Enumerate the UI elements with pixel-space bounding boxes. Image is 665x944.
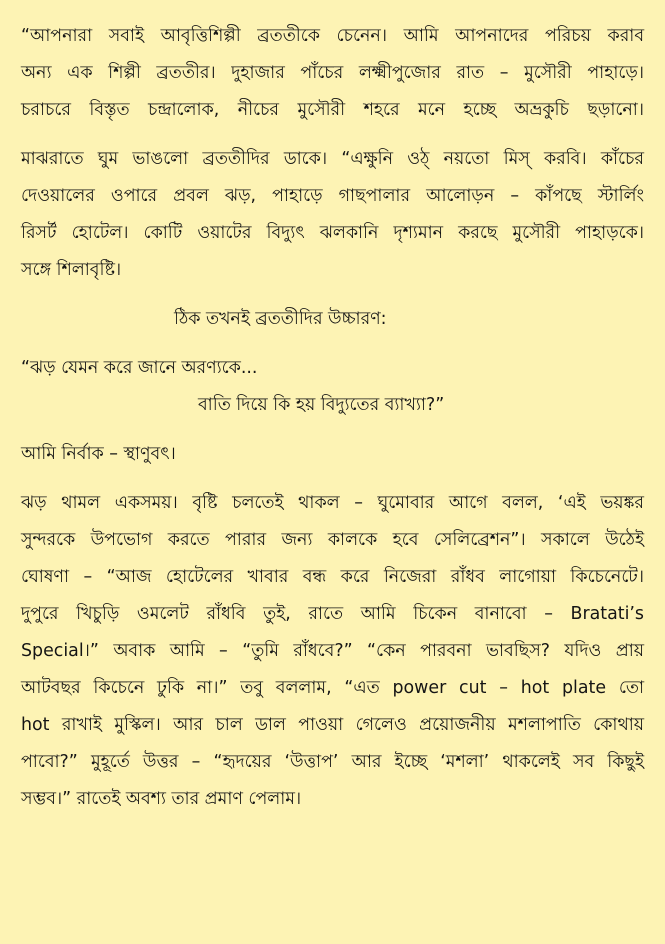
- paragraph-celebration: [21, 485, 644, 818]
- paragraph-speechless: আমি নির্বাক – স্থাণুবৎ।: [21, 444, 176, 464]
- text-line: “আপনারা সবাই আবৃত্তিশিল্পী ব্রততীকে চেনেন। আমি আপনাদের পরিচয় করাব: [21, 26, 644, 46]
- text-line: আটবছর কিচেনে ঢুকি না।” তবু বললাম, “এত power cut – hot plate তো: [21, 678, 644, 698]
- text-line: রিসর্ট হোটেল। কোটি ওয়াটের বিদ্যুৎ ঝলকানি দৃশ্যমান করছে মুসৌরী পাহাড়কে।: [21, 223, 644, 243]
- poem-line-1: “ঝড় যেমন করে জানে অরণ্যকে...: [21, 358, 258, 378]
- poem-line-2: বাতি দিয়ে কি হয় বিদ্যুতের ব্যাখ্যা?”: [198, 395, 445, 415]
- text-line: চরাচরে বিস্তৃত চন্দ্রালোক, নীচের মুসৌরী শহরে মনে হচ্ছে অভ্রকুচি ছড়ানো।: [21, 100, 644, 120]
- paragraph-storm: [21, 141, 644, 289]
- text-line: সুন্দরকে উপভোগ করতে পারার জন্য কালকে হবে সেলিব্রেশন”। সকালে উঠেই: [21, 530, 644, 550]
- text-line: Special।” অবাক আমি – “তুমি রাঁধবে?” “কেন পারবনা ভাবছিস? যদিও প্রায়: [21, 641, 644, 661]
- text-line: hot রাখাই মুস্কিল। আর চাল ডাল পাওয়া গেলেও প্রয়োজনীয় মশলাপাতি কোথায়: [21, 715, 644, 735]
- paragraph-intro: [21, 18, 644, 129]
- text-line: দেওয়ালের ওপারে প্রবল ঝড়, পাহাড়ে গাছপালার আলোড়ন – কাঁপছে স্টার্লিং: [21, 186, 644, 206]
- text-line: সঙ্গে শিলাবৃষ্টি।: [21, 260, 122, 280]
- centered-line: ঠিক তখনই ব্রততীদির উচ্চারণ:: [174, 309, 387, 329]
- text-line: দুপুরে খিচুড়ি ওমলেট রাঁধবি তুই, রাতে আমি চিকেন বানাবো – Bratati’s: [21, 604, 644, 624]
- text-line: ঘোষণা – “আজ হোটেলের খাবার বন্ধ করে নিজেরা রাঁধব লাগোয়া কিচেনেটে।: [21, 567, 644, 587]
- text-line: সম্ভব।” রাতেই অবশ্য তার প্রমাণ পেলাম।: [21, 789, 302, 809]
- text-line: মাঝরাতে ঘুম ভাঙলো ব্রততীদির ডাকে। “এক্ষুনি ওঠ্‌ নয়তো মিস্‌ করবি। কাঁচের: [21, 149, 644, 169]
- text-line: অন্য এক শিল্পী ব্রততীর। দুহাজার পাঁচের লক্ষ্মীপুজোর রাত – মুসৌরী পাহাড়ে।: [21, 63, 644, 83]
- text-line: ঝড় থামল একসময়। বৃষ্টি চলতেই থাকল – ঘুমোবার আগে বলল, ‘এই ভয়ঙ্কর: [21, 493, 644, 513]
- text-line: পাবো?” মুহূর্তে উত্তর – “হৃদয়ের ‘উত্তাপ’ আর ইচ্ছে ‘মশলা’ থাকলেই সব কিছুই: [21, 752, 644, 772]
